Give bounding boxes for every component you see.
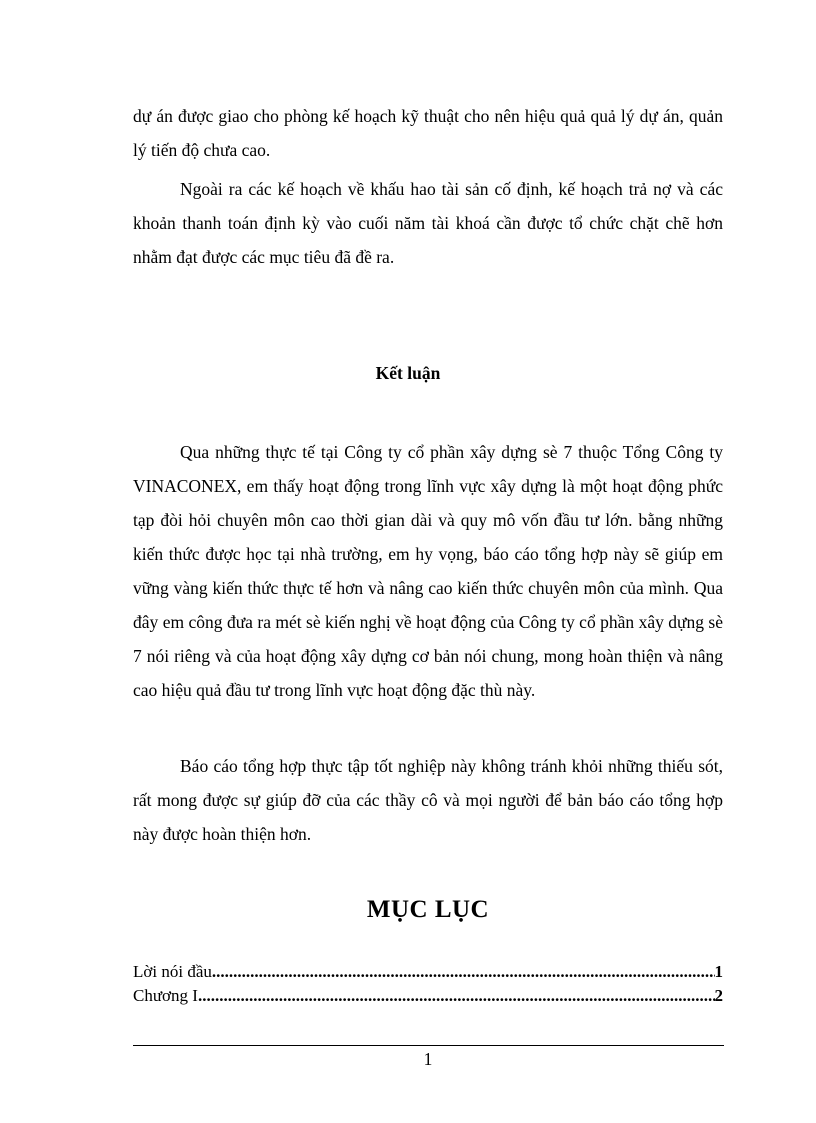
toc-entry-page: 2: [714, 986, 723, 1005]
footer-divider: [133, 1045, 724, 1046]
paragraph-conclusion-main: Qua những thực tế tại Công ty cổ phần xây dựng sè 7 thuộc Tổng Công ty VINACONEX, em thấy hoạt động trong lĩnh vực xây dựng là một hoạt động phức tạp đòi hỏi chuyên môn cao thời gian dài và quy mô vốn đầu tư lớn. bằng những kiến thức được học tại nhà trường, em hy vọng, báo cáo tổng hợp này sẽ giúp em vững vàng kiến thức thực tế hơn và nâng cao kiến thức chuyên môn của mình. Qua đây em công đưa ra mét sè kiến nghị về hoạt động của Công ty cổ phần xây dựng sè 7 nói riêng và của hoạt động xây dựng cơ bản nói chung, mong hoàn thiện và nâng cao hiệu quả đầu tư trong lĩnh vực hoạt động đặc thù này.: [133, 442, 723, 700]
toc-entry-title: Lời nói đầu: [133, 962, 212, 981]
toc-dot-leader: [198, 984, 715, 1008]
page-number: 1: [423, 1049, 433, 1069]
toc-entry-page: 1: [714, 962, 723, 981]
table-of-contents-heading: MỤC LỤC: [366, 896, 490, 923]
toc-entry[interactable]: [133, 960, 723, 984]
conclusion-heading: Kết luận: [375, 363, 441, 383]
table-of-contents: [133, 960, 723, 1008]
toc-entry-title: Chương I: [133, 986, 198, 1005]
toc-entry[interactable]: [133, 984, 723, 1008]
toc-dot-leader: [212, 960, 715, 984]
paragraph-conclusion-closing: Báo cáo tổng hợp thực tập tốt nghiệp này không tránh khỏi những thiếu sót, rất mong được sự giúp đỡ của các thầy cô và mọi người để bản báo cáo tổng hợp này được hoàn thiện hơn.: [133, 756, 723, 844]
paragraph-depreciation-plans: Ngoài ra các kế hoạch về khấu hao tài sản cố định, kế hoạch trả nợ và các khoản thanh toán định kỳ vào cuối năm tài khoá cần được tổ chức chặt chẽ hơn nhằm đạt được các mục tiêu đã đề ra.: [133, 179, 723, 267]
paragraph-project-management: dự án được giao cho phòng kế hoạch kỹ thuật cho nên hiệu quả quả lý dự án, quản lý tiến độ chưa cao.: [133, 106, 723, 160]
